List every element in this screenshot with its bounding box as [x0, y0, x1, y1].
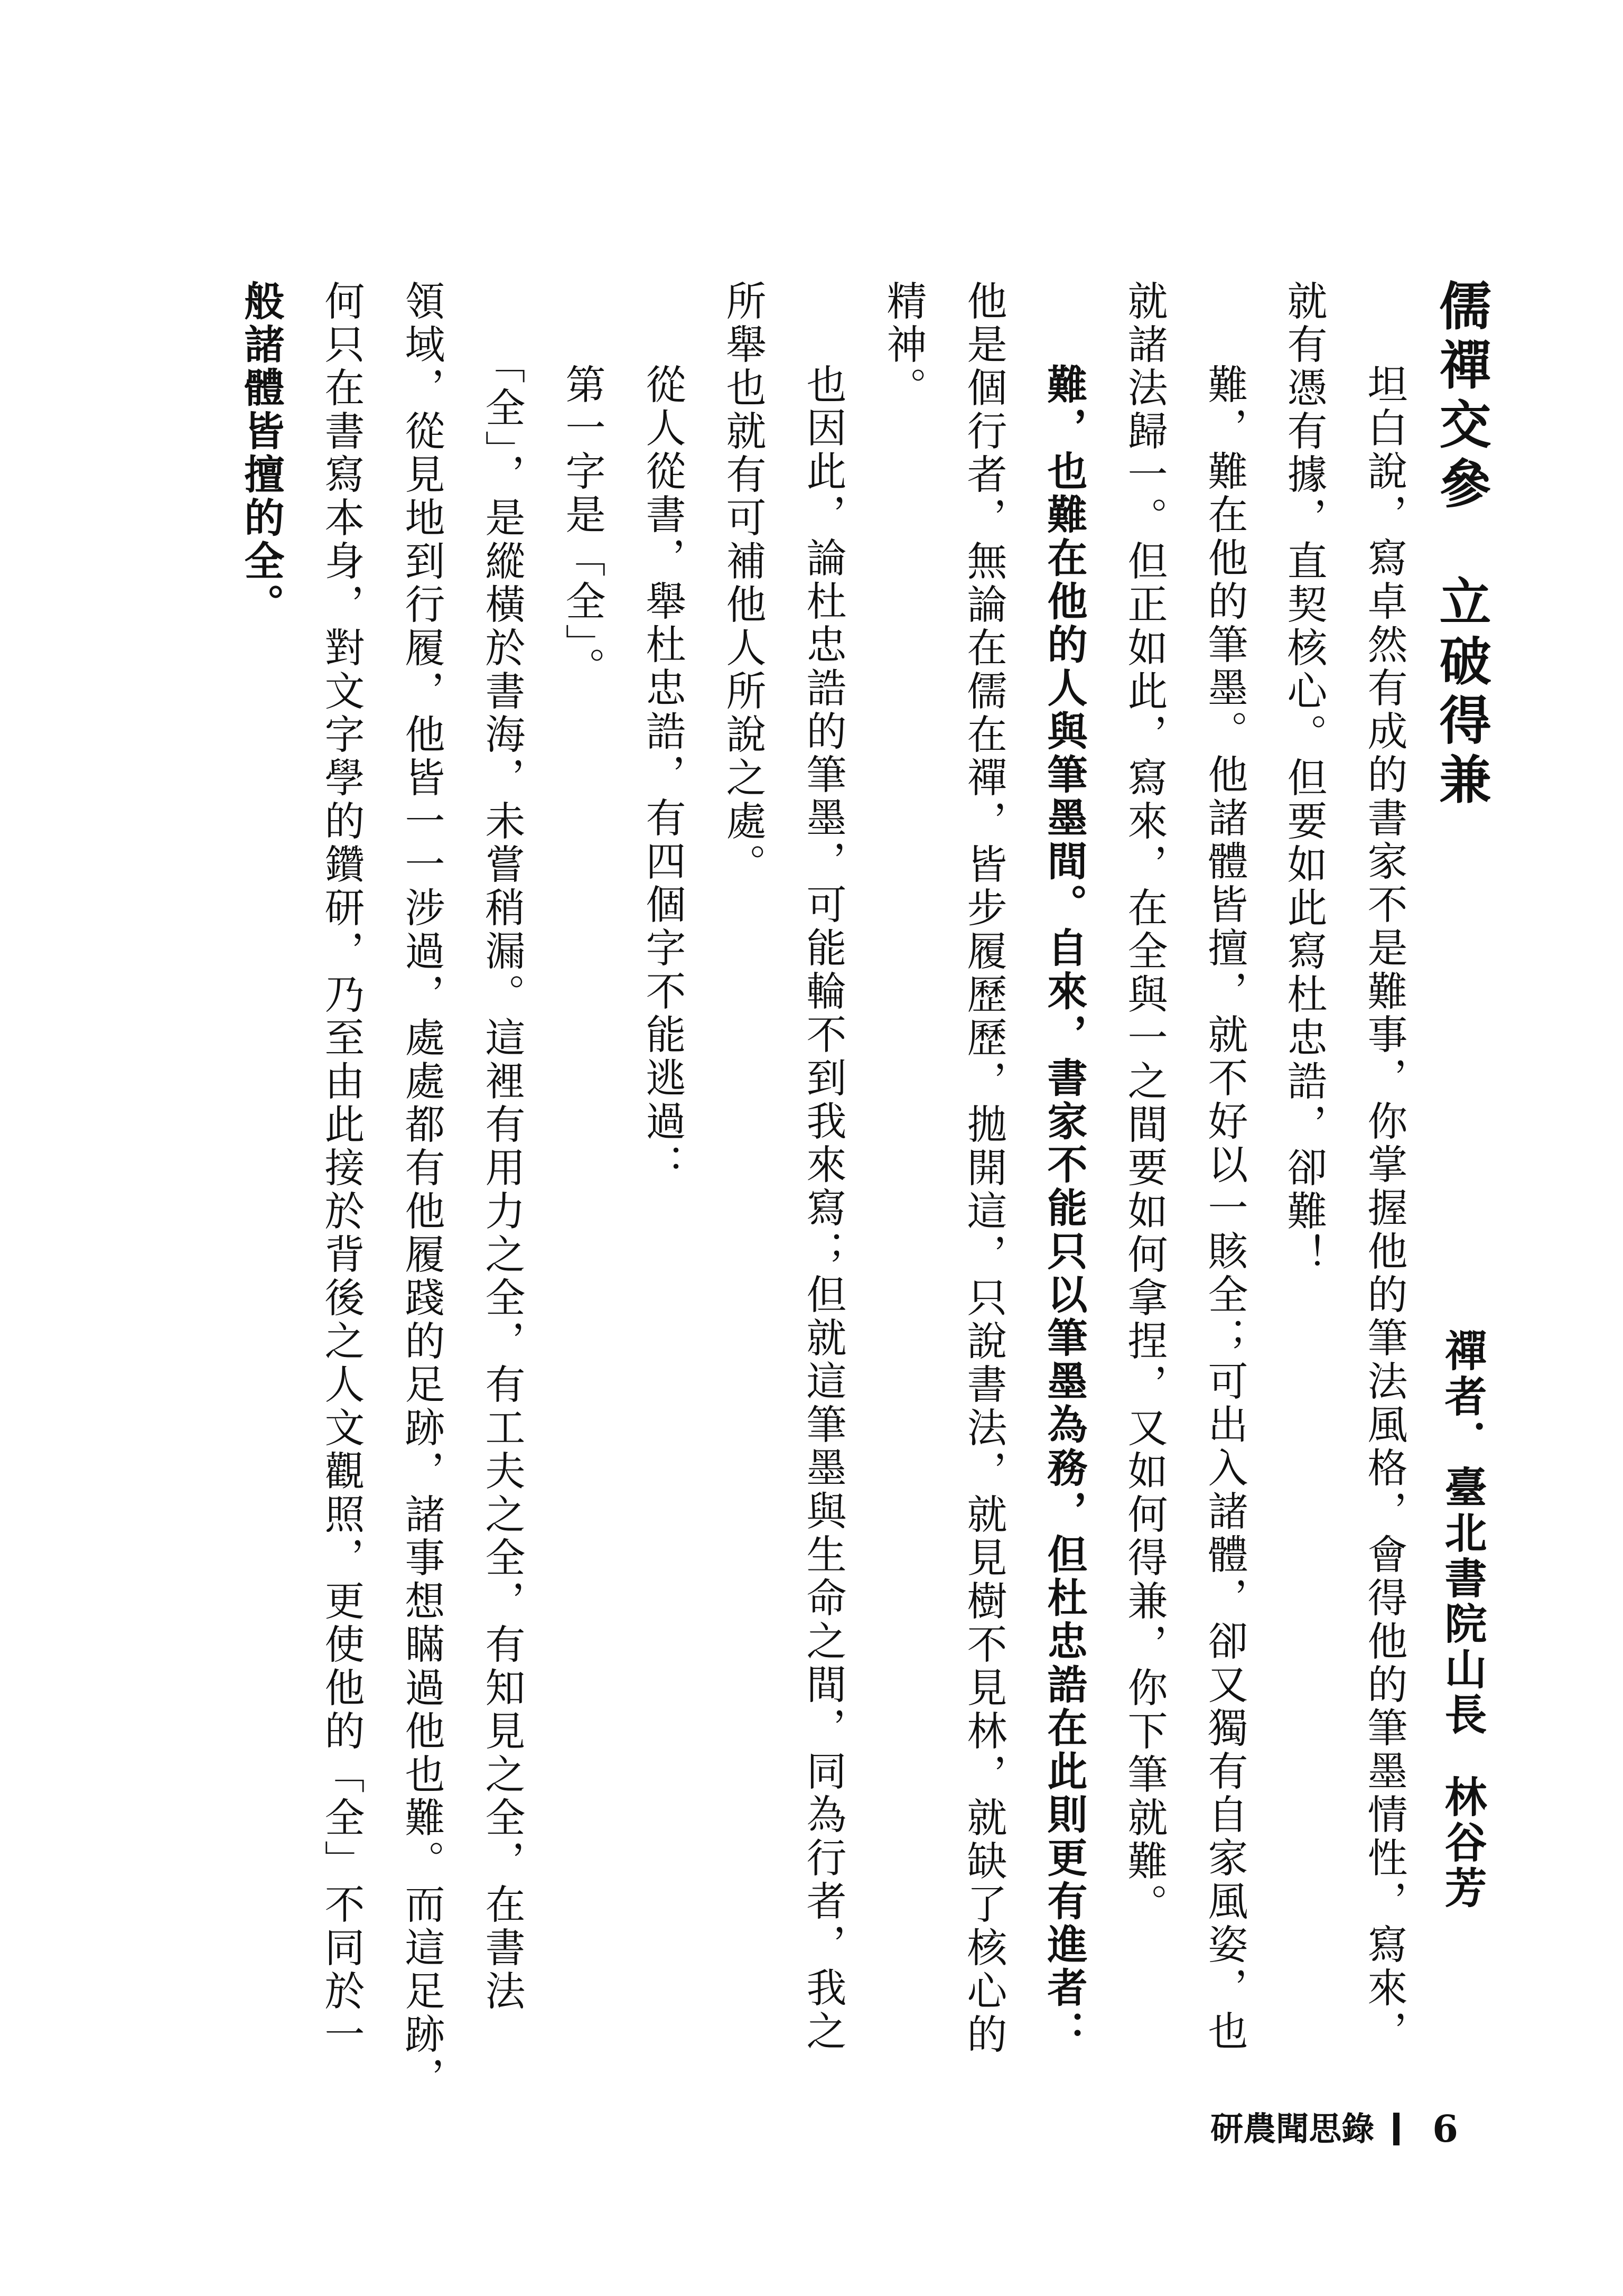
text-column-2: 就有憑有據，直契核心。但要如此寫杜忠誥，卻難！ — [1281, 280, 1328, 1277]
text-column-11: 第一字是「全」。 — [559, 320, 606, 690]
text-column-3: 難，難在他的筆墨。他諸體皆擅，就不好以一賅全；可出入諸體，卻又獨有自家風姿，也 — [1201, 320, 1248, 2053]
text-column-10: 從人從書，舉杜忠誥，有四個字不能逃過： — [639, 320, 686, 1187]
author-role: 禪者．臺北書院山長 — [1438, 1329, 1487, 1738]
text-column-14: 何只在書寫本身，對文字學的鑽研，乃至由此接於背後之人文觀照，更使他的「全」不同於一 — [318, 280, 365, 2057]
text-column-6: 他是個行者，無論在儒在禪，皆步履歷歷，拋開這，只說書法，就見樹不見林，就缺了核心的 — [960, 280, 1008, 2057]
text-column-4: 就諸法歸一。但正如此，寫來，在全與一之間要如何拿捏，又如何得兼，你下筆就難。 — [1121, 280, 1168, 1927]
text-column-8: 也因此，論杜忠誥的筆墨，可能輪不到我來寫；但就這筆墨與生命之間，同為行者，我之 — [800, 320, 847, 2053]
text-column-12: 「全」，是縱橫於書海，未嘗稍漏。這裡有用力之全，有工夫之全，有知見之全，在書法 — [479, 320, 526, 2013]
page-number: 6 — [1432, 2107, 1458, 2151]
text-column-5: 難，也難在他的人與筆墨間。自來，書家不能只以筆墨為務，但杜忠誥在此則更有進者： — [1041, 320, 1088, 2053]
text-column-7: 精神。 — [880, 280, 927, 410]
text-column-9: 所舉也就有可補他人所說之處。 — [720, 280, 767, 887]
footer-divider — [1393, 2113, 1400, 2145]
text-column-15: 般諸體皆擅的全。 — [238, 280, 285, 627]
text-column-1: 坦白說，寫卓然有成的書家不是難事，你掌握他的筆法風格，會得他的筆墨情性，寫來， — [1361, 320, 1408, 2053]
text-column-13: 領域，從見地到行履，他皆一一涉過，處處都有他履踐的足跡，諸事想瞞過他也難。而這足跡， — [398, 280, 445, 2100]
author-name: 林谷芳 — [1438, 1775, 1487, 1911]
page-footer — [1210, 2107, 1458, 2151]
book-title: 研農聞思錄 — [1210, 2109, 1375, 2148]
author-byline — [1438, 1329, 1487, 1911]
article-title: 儒禪交參 立破得兼 — [1431, 279, 1491, 812]
